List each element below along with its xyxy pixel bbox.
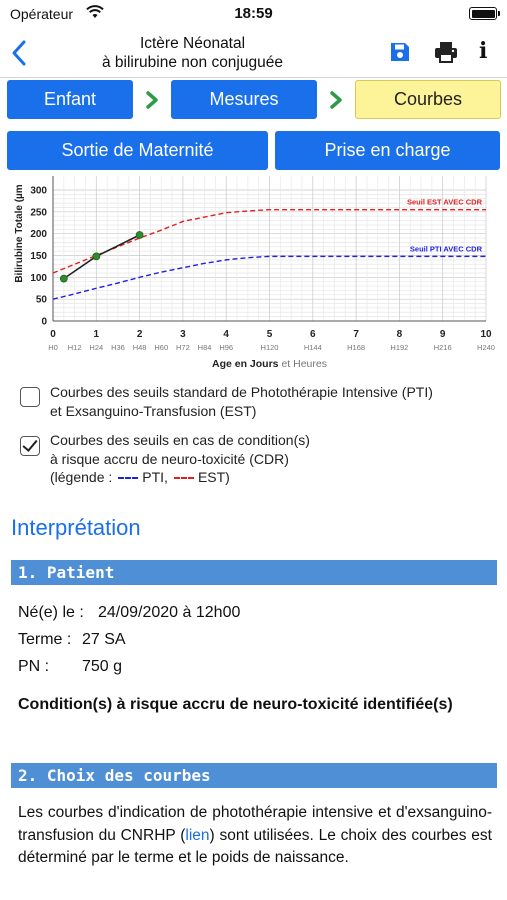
status-time: 18:59 xyxy=(234,5,273,22)
standard-curves-line2: et Exsanguino-Transfusion (EST) xyxy=(50,402,257,419)
x-hour-tick-label: H60 xyxy=(154,343,169,352)
cdr-curves-line1: Courbes des seuils en cas de condition(s) xyxy=(50,432,310,448)
print-icon[interactable] xyxy=(434,41,458,63)
y-tick-label: 100 xyxy=(30,272,47,284)
term-row xyxy=(18,631,126,649)
measurement-point xyxy=(60,275,67,282)
y-tick-label: 50 xyxy=(35,294,47,306)
x-tick-label: 0 xyxy=(50,329,56,340)
x-hour-tick-label: H192 xyxy=(390,343,409,352)
prise-en-charge-button[interactable]: Prise en charge xyxy=(275,131,500,170)
y-tick-label: 150 xyxy=(30,251,47,262)
x-hour-tick-label: H120 xyxy=(260,343,279,352)
x-tick-label: 8 xyxy=(396,329,403,340)
tab-enfant[interactable]: Enfant xyxy=(7,80,133,119)
x-tick-label: 6 xyxy=(310,329,316,340)
page-title xyxy=(60,34,325,72)
section-patient-header: 1. Patient xyxy=(11,560,497,585)
paragraph-text-end: ) sont utilisées. Le choix des courbes est déterminé par le terme et le poids de naissance. xyxy=(18,826,492,866)
paragraph-text-start: Les courbes d'indication de photothérapie intensive et d'exsanguino-transfusion du CNRHP ( xyxy=(18,804,492,844)
risk-heading: Condition(s) à risque accru de neuro-toxicité identifiée(s) xyxy=(18,696,453,713)
series-line-2 xyxy=(64,235,140,279)
legend-pti: PTI, xyxy=(142,469,168,485)
standard-curves-label xyxy=(50,383,433,420)
measurement-point xyxy=(93,253,100,260)
x-hour-tick-label: H48 xyxy=(132,343,147,352)
chevron-right-icon xyxy=(329,90,343,110)
measurement-point xyxy=(136,231,143,238)
x-tick-label: 1 xyxy=(93,329,100,340)
x-tick-label: 7 xyxy=(353,329,359,340)
birth-value: 24/09/2020 à 12h00 xyxy=(98,604,241,621)
x-hour-tick-label: H72 xyxy=(176,343,190,352)
x-hour-tick-label: H216 xyxy=(433,343,452,352)
battery-icon xyxy=(469,7,497,20)
cdr-curves-label xyxy=(50,431,310,487)
legend-est: EST) xyxy=(197,469,230,485)
x-hour-tick-label: H84 xyxy=(197,343,212,352)
x-hour-tick-label: H36 xyxy=(111,343,125,352)
x-hour-tick-label: H144 xyxy=(303,343,322,352)
x-tick-label: 10 xyxy=(480,329,492,340)
x-tick-label: 9 xyxy=(439,329,446,340)
action-row xyxy=(0,131,507,171)
back-chevron-icon[interactable] xyxy=(8,38,32,68)
x-axis-label-secondary: et Heures xyxy=(278,358,327,370)
status-bar xyxy=(0,0,507,28)
save-icon[interactable] xyxy=(389,41,411,63)
pn-label: PN : xyxy=(18,658,50,675)
x-axis-label-main: Age en Jours xyxy=(212,358,279,370)
pn-value: 750 g xyxy=(82,658,123,675)
pn-row xyxy=(18,658,122,676)
y-tick-label: 0 xyxy=(41,316,47,328)
birth-row xyxy=(18,604,240,622)
tab-mesures[interactable]: Mesures xyxy=(171,80,317,119)
cdr-legend xyxy=(50,468,310,487)
nav-bar xyxy=(0,28,507,78)
y-tick-label: 300 xyxy=(30,185,47,197)
legend-prefix: (légende : xyxy=(50,469,113,485)
interpretation-title: Interprétation xyxy=(11,515,141,540)
chart-svg xyxy=(0,176,507,372)
series-label: Seuil PTI AVEC CDR xyxy=(409,244,482,254)
x-hour-tick-label: H12 xyxy=(67,343,82,352)
curves-paragraph xyxy=(18,802,492,870)
page-title-line1: Ictère Néonatal xyxy=(139,35,246,52)
tab-courbes[interactable]: Courbes xyxy=(355,80,501,119)
x-hour-tick-label: H96 xyxy=(219,343,234,352)
y-tick-label: 200 xyxy=(30,229,47,241)
standard-curves-line1: Courbes des seuils standard de Photothérapie Intensive (PTI) xyxy=(50,384,433,400)
x-axis-label xyxy=(212,358,327,370)
x-tick-label: 5 xyxy=(266,329,273,340)
est-legend-swatch xyxy=(174,477,194,479)
cnrhp-link[interactable]: lien xyxy=(185,826,210,844)
x-hour-tick-label: H240 xyxy=(477,343,495,352)
bilirubin-chart xyxy=(0,176,507,372)
x-tick-label: 2 xyxy=(136,329,143,340)
term-value: 27 SA xyxy=(82,631,126,648)
cdr-curves-checkbox[interactable] xyxy=(20,436,40,456)
x-hour-tick-label: H24 xyxy=(89,343,104,352)
series-label: Seuil EST AVEC CDR xyxy=(406,197,482,207)
x-hour-tick-label: H168 xyxy=(347,343,366,352)
page-title-line2: à bilirubine non conjuguée xyxy=(102,54,283,71)
x-tick-label: 3 xyxy=(180,329,186,340)
section-curves-header: 2. Choix des courbes xyxy=(11,763,497,788)
chevron-right-icon xyxy=(145,90,159,110)
term-label: Terme : xyxy=(18,631,72,648)
y-axis-label: Bilirubine Totale (µm xyxy=(14,184,25,283)
y-tick-label: 250 xyxy=(30,207,47,219)
pti-legend-swatch xyxy=(118,477,138,479)
cdr-curves-line2: à risque accru de neuro-toxicité (CDR) xyxy=(50,450,289,467)
standard-curves-checkbox[interactable] xyxy=(20,387,40,407)
sortie-maternite-button[interactable]: Sortie de Maternité xyxy=(7,131,268,170)
carrier-label: Opérateur xyxy=(10,6,74,22)
x-hour-tick-label: H0 xyxy=(48,343,58,352)
tabs-row xyxy=(0,80,507,121)
info-icon[interactable]: i xyxy=(479,38,488,64)
birth-label: Né(e) le : xyxy=(18,604,84,621)
x-tick-label: 4 xyxy=(223,329,229,340)
